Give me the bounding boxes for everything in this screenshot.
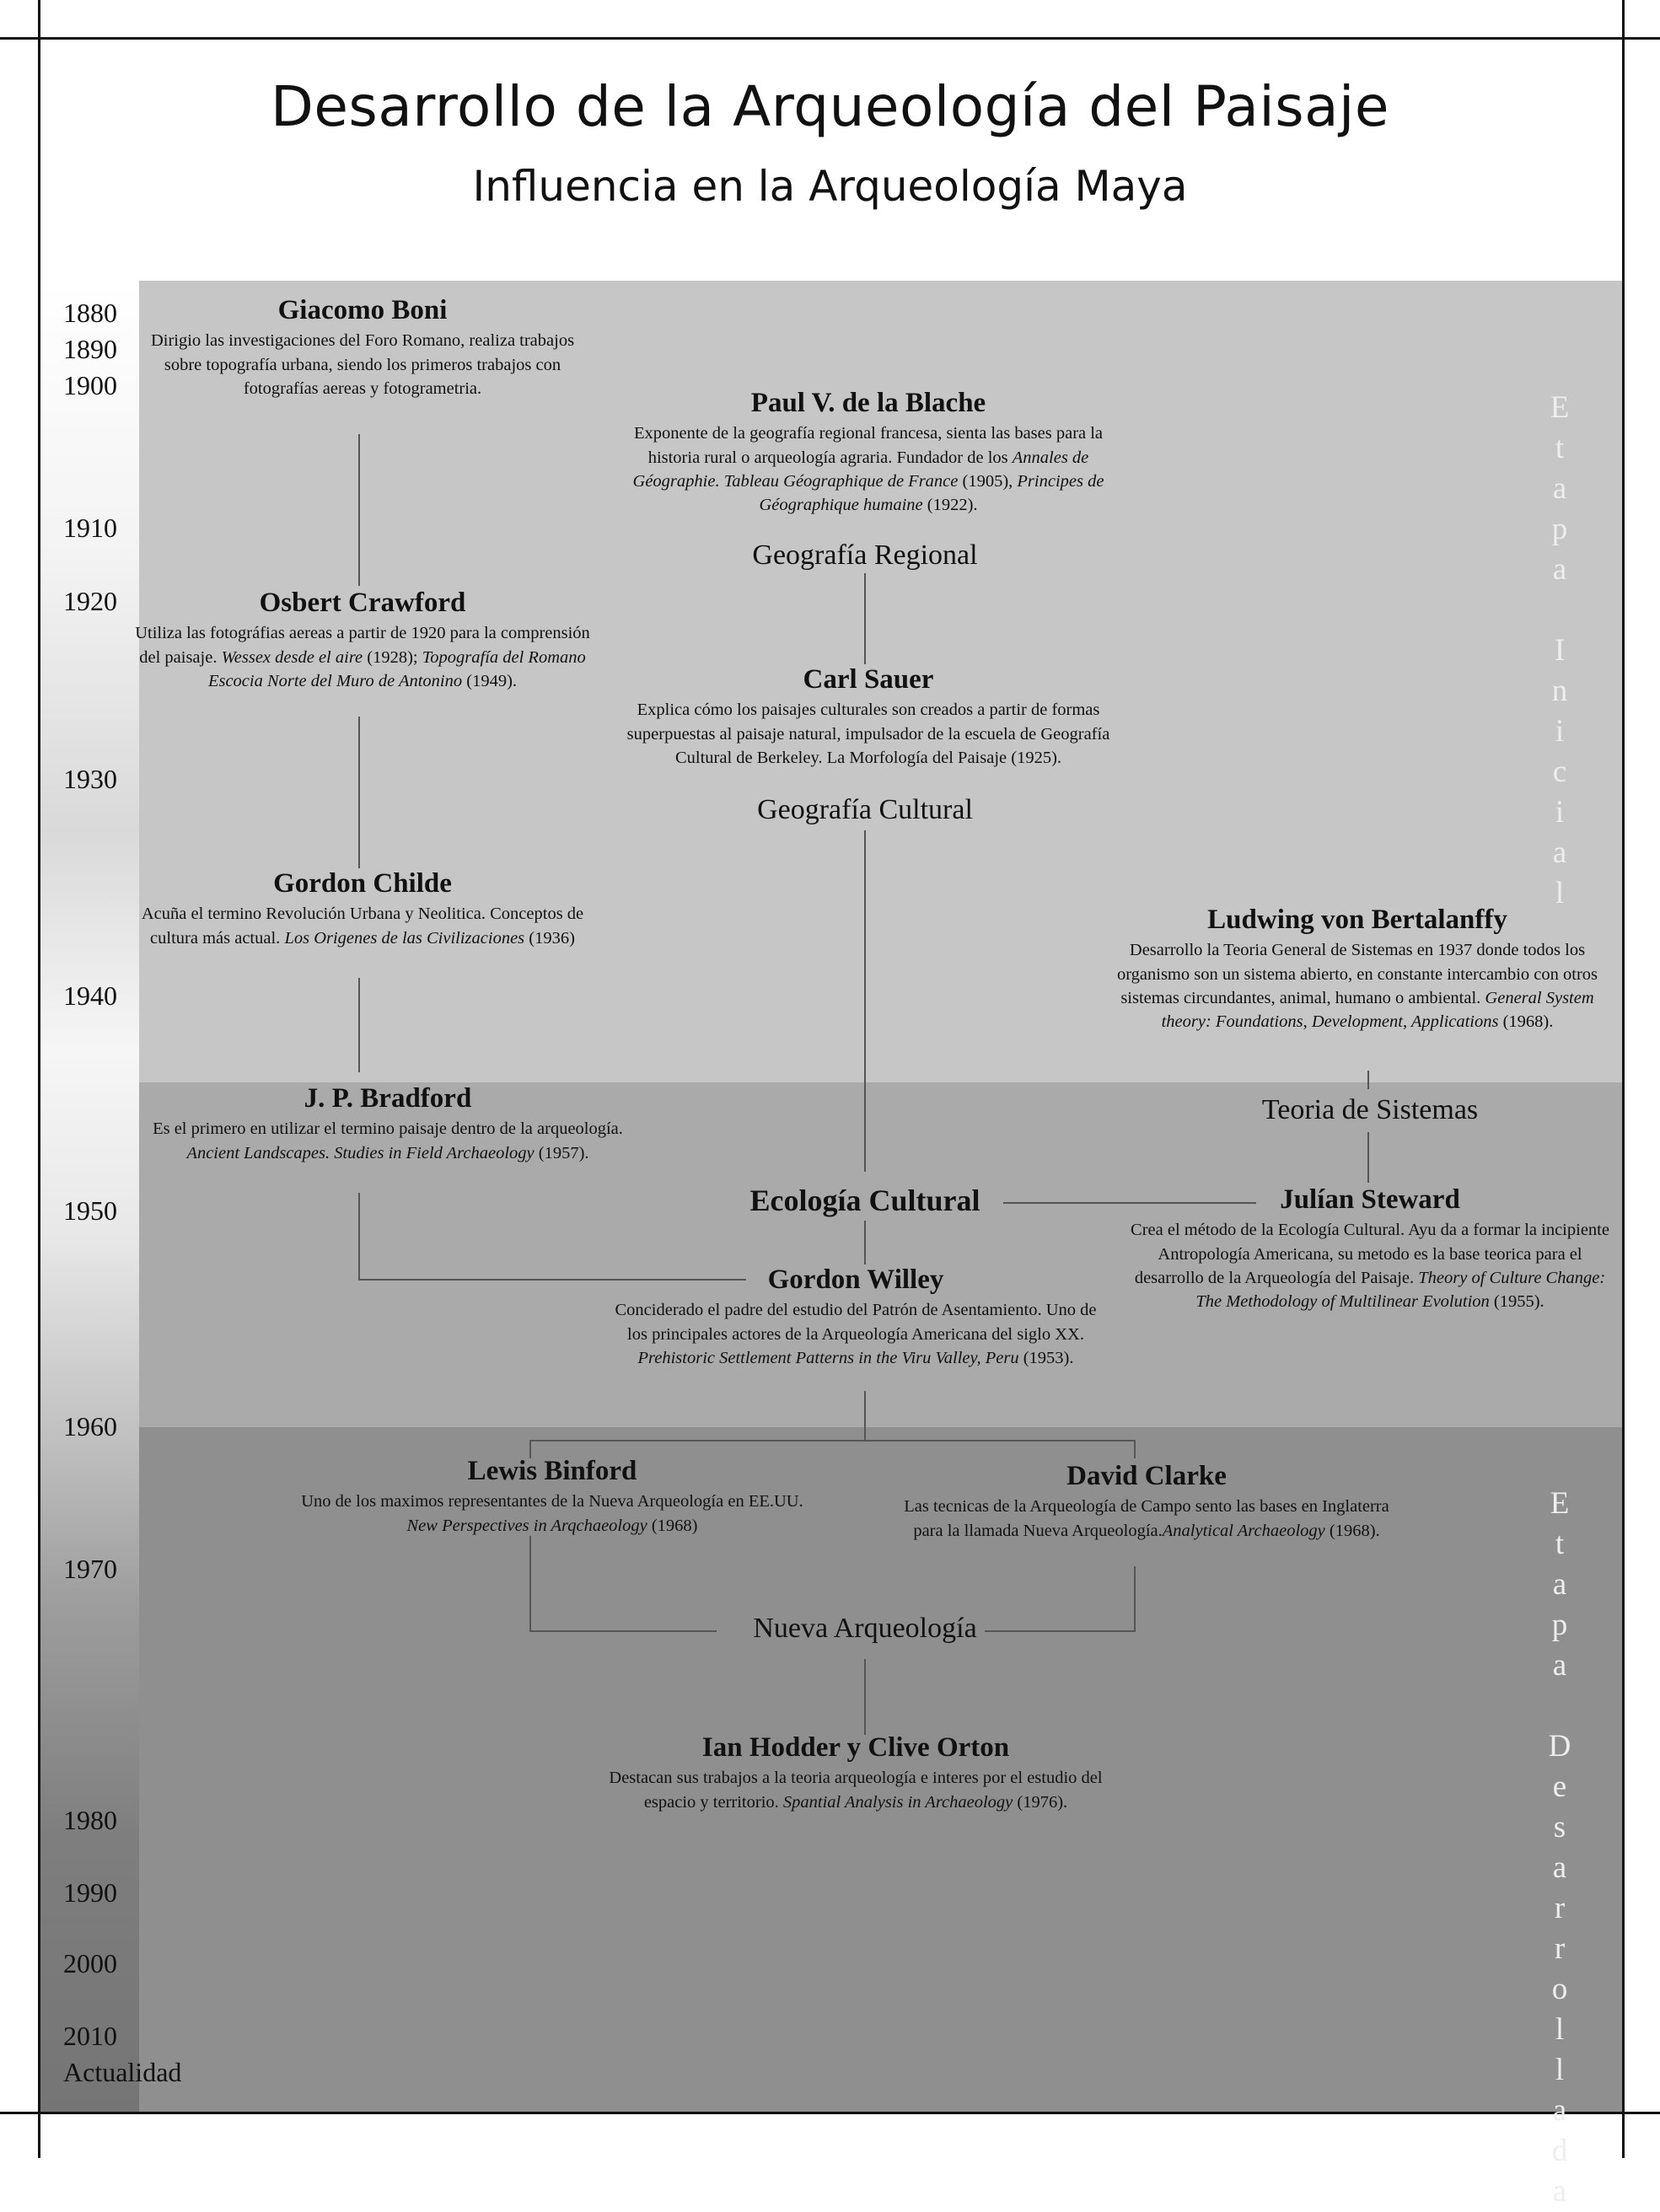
node-giacomo-boni (139, 295, 586, 400)
node-description: Exponente de la geografía regional francesa, sienta las bases para la historia rural o arqueología agraria. Fundador de los Annales de Géographie. Tableau Géographique de France (1905), Principes de Géographique humaine (1922). (632, 424, 1104, 515)
year-label-1930: 1930 (63, 764, 117, 794)
connector-split-right-up (1134, 1440, 1136, 1458)
node-osbert-crawford (135, 588, 590, 693)
node-description: Destacan sus trabajos a la teoria arqueología e interes por el estudio del espacio y territorio. Spantial Analysis in Archaeology (1976). (609, 1769, 1103, 1812)
year-label-1980: 1980 (63, 1805, 117, 1835)
node-description: Las tecnicas de la Arqueología de Campo sento las bases en Inglaterra para la llamada Nueva Arqueología.Analytical Archaeology (1968). (904, 1497, 1389, 1540)
connector-clarke-down (1134, 1566, 1136, 1630)
connector-nueva-hodder (864, 1659, 866, 1735)
node-description: Uno de los maximos representantes de la Nueva Arqueología en EE.UU. New Perspectives in Arqchaeology (1968) (301, 1492, 803, 1535)
node-gordon-childe (135, 868, 590, 950)
node-david-clarke (894, 1461, 1399, 1543)
connector-willey-down (864, 1391, 866, 1442)
connector-split-horizontal (529, 1440, 1136, 1442)
frame-right-line (1622, 0, 1625, 2158)
connector-regional-sauer (864, 573, 866, 664)
year-label-1970: 1970 (63, 1554, 117, 1584)
concept-teoria-de-sistemas: Teoria de Sistemas (1261, 1094, 1479, 1125)
year-label-1900: 1900 (63, 370, 117, 400)
year-label-2000: 2000 (63, 1948, 117, 1978)
node-description: Conciderado el padre del estudio del Patrón de Asentamiento. Uno de los principales actores de la Arqueología Americana del siglo XX. Prehistoric Settlement Patterns in the Viru Valley, Peru (1953). (615, 1301, 1097, 1367)
connector-sistemas-steward (1367, 1132, 1369, 1183)
year-label-1910: 1910 (63, 513, 117, 543)
year-label-1880: 1880 (63, 298, 117, 328)
connector-bertalanffy-sistemas (1367, 1071, 1369, 1089)
node-name: Carl Sauer (803, 664, 934, 695)
node-gordon-willey (607, 1264, 1104, 1370)
node-description: Desarrollo la Teoria General de Sistemas en 1937 donde todos los organismo son un sistema abierto, en constante intercambio con otros sistemas circundantes, animal, humano o ambiental. General System theory: Foundations, Development, Applications (1968). (1116, 941, 1598, 1032)
concept-ecologia-cultural: Ecología Cultural (749, 1184, 980, 1217)
year-label-actualidad: Actualidad (63, 2057, 182, 2087)
node-name: Paul V. de la Blache (750, 388, 986, 418)
node-name: Ian Hodder y Clive Orton (701, 1732, 1010, 1763)
node-hodder-orton (607, 1732, 1104, 1814)
node-jp-bradford (135, 1083, 641, 1165)
node-name: Lewis Binford (467, 1456, 637, 1486)
node-name: Ludwing von Bertalanffy (1207, 905, 1507, 935)
year-label-1960: 1960 (63, 1411, 117, 1442)
page-subtitle: Influencia en la Arqueología Maya (472, 162, 1188, 211)
node-ludwing-von-bertalanffy (1100, 905, 1614, 1034)
node-description: Crea el método de la Ecología Cultural. Ayu da a formar la incipiente Antropología Americana, su metodo es la base teorica para el desarrollo de la Arqueología del Paisaje. Theory of Culture Change: The Methodology of Multilinear Evolution (1955). (1131, 1221, 1609, 1312)
node-description: Es el primero en utilizar el termino paisaje dentro de la arqueología. Ancient Landscapes. Studies in Field Archaeology (1957). (153, 1119, 623, 1162)
year-label-2010: 2010 (63, 2021, 117, 2051)
connector-cultural-willey (864, 830, 866, 1172)
concept-geografia-cultural: Geografía Cultural (757, 794, 973, 825)
concept-geografia-regional: Geografía Regional (752, 540, 978, 571)
stage-label-etapa-inicial: E t a p a I n i c i a l (1550, 390, 1570, 910)
year-label-1940: 1940 (63, 980, 117, 1011)
connector-binford-nueva (529, 1630, 717, 1632)
node-name: J. P. Bradford (304, 1083, 472, 1114)
node-name: Gordon Childe (273, 868, 452, 899)
year-label-1950: 1950 (63, 1195, 117, 1226)
connector-childe-bradford (358, 978, 360, 1072)
node-paul-de-la-blache (620, 388, 1117, 517)
node-description: Utiliza las fotográfias aereas a partir de 1920 para la comprensión del paisaje. Wessex desde el aire (1928); Topografía del Romano Escocia Norte del Muro de Antonino (1949). (135, 624, 590, 690)
node-description: Explica cómo los paisajes culturales son creados a partir de formas superpuestas al paisaje natural, impulsador de la escuela de Geografía Cultural de Berkeley. La Morfología del Paisaje (1925). (626, 701, 1110, 767)
frame-top-line (0, 37, 1660, 40)
node-julian-steward (1125, 1184, 1614, 1313)
node-name: Giacomo Boni (277, 295, 448, 325)
connector-ecologia-willey (864, 1221, 866, 1264)
concept-nueva-arqueologia: Nueva Arqueología (753, 1613, 977, 1644)
year-label-1990: 1990 (63, 1877, 117, 1908)
connector-binford-down (529, 1536, 531, 1630)
node-name: David Clarke (1066, 1461, 1227, 1491)
node-name: Osbert Crawford (259, 588, 466, 618)
node-carl-sauer (620, 664, 1117, 770)
year-label-1890: 1890 (63, 334, 117, 364)
node-name: Julían Steward (1280, 1184, 1460, 1215)
year-label-1920: 1920 (63, 586, 117, 616)
connector-boni-crawford (358, 434, 360, 586)
node-name: Gordon Willey (767, 1264, 944, 1295)
node-description: Dirigio las investigaciones del Foro Romano, realiza trabajos sobre topografía urbana, siendo los primeros trabajos con fotografías aereas y fotogrametria. (150, 331, 575, 398)
frame-bottom-line (0, 2112, 1660, 2114)
connector-bradford-down (358, 1193, 360, 1280)
connector-crawford-childe (358, 717, 360, 868)
page-title: Desarrollo de la Arqueología del Paisaje (271, 74, 1389, 139)
node-description: Acuña el termino Revolución Urbana y Neolitica. Conceptos de cultura más actual. Los Origenes de las Civilizaciones (1936) (141, 905, 584, 948)
stage-label-etapa-desarrollada: E t a p a D e s a r r o l l a d a (1548, 1486, 1571, 2209)
node-lewis-binford (299, 1456, 805, 1538)
